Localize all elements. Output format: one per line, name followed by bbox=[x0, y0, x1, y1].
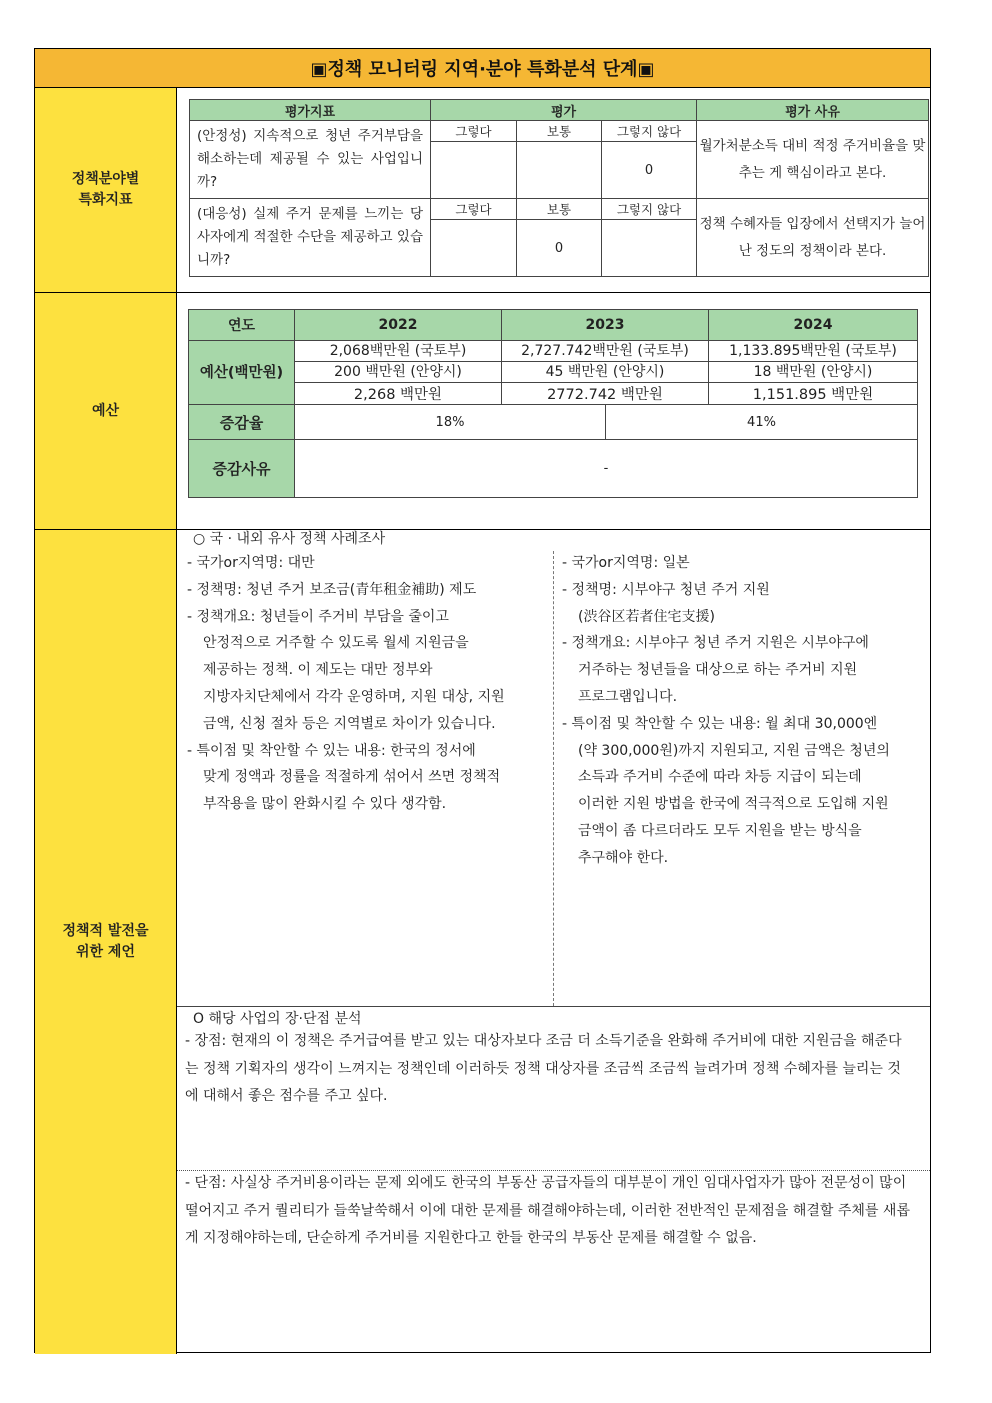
case-policy-subtitle: (渋谷区若者住宅支援) bbox=[578, 608, 715, 625]
strength-paragraph: - 장점: 현재의 이 정책은 주거급여를 받고 있는 대상자보다 조금 더 소득기준을 완화해 주거비에 대한 지원금을 해준다는 정책 기획자의 생각이 느껴지는 정책인데 이러하듯 정책 대상자를 조금씩 조금씩 늘려가며 정책 수혜자를 늘리는 것에 대해서 좋은 점수를 주고 싶다. bbox=[185, 1033, 902, 1104]
case-feature-line: 맞게 정액과 정률을 적절하게 섞어서 쓰면 정책적 bbox=[203, 769, 501, 786]
mark-cell-no bbox=[602, 220, 697, 277]
budget-section bbox=[35, 293, 930, 530]
case-overview-line: 지방자치단체에서 각각 운영하며, 지원 대상, 지원 bbox=[203, 688, 505, 705]
total-amount-2022: 2,268 백만원 bbox=[295, 383, 502, 405]
case-feature-line: (약 300,000원)까지 지원되고, 지원 금액은 청년의 bbox=[578, 742, 890, 759]
ministry-amount-2023: 2,727.742백만원 (국토부) bbox=[502, 341, 709, 362]
case-overview-line: 프로그램입니다. bbox=[578, 688, 678, 705]
indicator-question-2: (대응성) 실제 주거 문제를 느끼는 당사자에게 적절한 수단을 제공하고 있습니까? bbox=[190, 199, 431, 277]
case-feature-line: 부작용을 많이 완화시킬 수 있다 생각함. bbox=[203, 796, 447, 813]
suggestion-section-label: 정책적 발전을 위한 제언 bbox=[35, 530, 177, 1354]
header-evaluation: 평가 bbox=[431, 100, 697, 121]
budget-row-label: 예산(백만원) bbox=[189, 341, 295, 405]
evaluation-table bbox=[189, 99, 929, 277]
case-overview-line: 안정적으로 거주할 수 있도록 월세 지원금을 bbox=[203, 635, 469, 652]
weakness-paragraph: - 단점: 사실상 주거비용이라는 문제 외에도 한국의 부동산 공급자들의 대부분이 개인 임대사업자가 많아 전문성이 많이 떨어지고 주거 퀄리티가 들쑥날쑥해서 이에 대한 문제를 해결해야하는데, 이러한 전반적인 문제점을 해결할 주체를 새롭게 지정해야하는데, 단순하게 주거비를 지원한다고 한들 한국의 부동산 문제를 해결할 수 없음. bbox=[185, 1175, 910, 1246]
ministry-amount-2024: 1,133.895백만원 (국토부) bbox=[709, 341, 918, 362]
change-rate-label: 증감율 bbox=[189, 405, 295, 440]
city-amount-2023: 45 백만원 (안양시) bbox=[502, 362, 709, 383]
evaluation-reason-2: 정책 수혜자들 입장에서 선택지가 늘어난 정도의 정책이라 본다. bbox=[697, 199, 929, 277]
analysis-title: O 해당 사업의 장·단점 분석 bbox=[193, 1011, 362, 1027]
case-japan bbox=[562, 550, 924, 872]
case-feature-line: 추구해야 한다. bbox=[578, 849, 669, 866]
case-overview-label: - 정책개요: 청년들이 주거비 부담을 줄이고 bbox=[187, 608, 449, 625]
year-2023: 2023 bbox=[502, 310, 709, 341]
ministry-amount-2022: 2,068백만원 (국토부) bbox=[295, 341, 502, 362]
change-rate-2024: 41% bbox=[606, 405, 918, 440]
change-rate-2023: 18% bbox=[295, 405, 606, 440]
case-overview-line: 금액, 신청 절차 등은 지역별로 차이가 있습니다. bbox=[203, 715, 496, 732]
total-amount-2024: 1,151.895 백만원 bbox=[709, 383, 918, 405]
case-feature-label: - 특이점 및 착안할 수 있는 내용: 월 최대 30,000엔 bbox=[562, 715, 878, 732]
case-overview-line: 거주하는 청년들을 대상으로 하는 주거비 지원 bbox=[578, 662, 858, 679]
header-reason: 평가 사유 bbox=[697, 100, 929, 121]
option-neutral: 보통 bbox=[517, 121, 602, 142]
case-policy-name: - 정책명: 청년 주거 보조금(青年租金補助) 제도 bbox=[187, 581, 477, 598]
option-yes: 그렇다 bbox=[431, 199, 517, 220]
sheet-title: ▣정책 모니터링 지역·분야 특화분석 단계▣ bbox=[35, 49, 930, 88]
case-study-title: ○ 국 · 내외 유사 정책 사례조사 bbox=[193, 531, 386, 547]
total-amount-2023: 2772.742 백만원 bbox=[502, 383, 709, 405]
year-header: 연도 bbox=[189, 310, 295, 341]
mark-cell-yes bbox=[431, 142, 517, 199]
change-reason-label: 증감사유 bbox=[189, 440, 295, 498]
suggestion-section bbox=[35, 530, 930, 1354]
case-policy-name: - 정책명: 시부야구 청년 주거 지원 bbox=[562, 581, 770, 598]
section-divider bbox=[177, 1006, 930, 1007]
city-amount-2024: 18 백만원 (안양시) bbox=[709, 362, 918, 383]
case-feature-line: 소득과 주거비 수준에 따라 차등 지급이 되는데 bbox=[578, 769, 862, 786]
case-overview-label: - 정책개요: 시부야구 청년 주거 지원은 시부야구에 bbox=[562, 635, 869, 652]
indicator-section-label: 정책분야별 특화지표 bbox=[35, 88, 177, 292]
case-feature-label: - 특이점 및 착안할 수 있는 내용: 한국의 정서에 bbox=[187, 742, 476, 759]
indicator-question-1: (안정성) 지속적으로 청년 주거부담을 해소하는데 제공될 수 있는 사업입니까? bbox=[190, 121, 431, 199]
case-taiwan bbox=[187, 550, 543, 818]
case-feature-line: 금액이 좀 다르더라도 모두 지원을 받는 방식을 bbox=[578, 822, 862, 839]
year-2022: 2022 bbox=[295, 310, 502, 341]
case-country: - 국가or지역명: 대만 bbox=[187, 555, 315, 571]
case-country: - 국가or지역명: 일본 bbox=[562, 555, 690, 571]
option-yes: 그렇다 bbox=[431, 121, 517, 142]
change-reason-value: - bbox=[295, 440, 918, 498]
mark-cell-yes bbox=[431, 220, 517, 277]
case-overview-line: 제공하는 정책. 이 제도는 대만 정부와 bbox=[203, 662, 433, 679]
budget-section-label: 예산 bbox=[35, 293, 177, 529]
budget-table bbox=[188, 309, 918, 498]
policy-analysis-sheet bbox=[34, 48, 931, 1353]
evaluation-reason-1: 월가처분소득 대비 적정 주거비율을 맞추는 게 핵심이라고 본다. bbox=[697, 121, 929, 199]
column-divider bbox=[553, 551, 554, 1006]
evaluation-mark-1: 0 bbox=[602, 142, 697, 199]
mark-cell-neutral bbox=[517, 142, 602, 199]
case-feature-line: 이러한 지원 방법을 한국에 적극적으로 도입해 지원 bbox=[578, 796, 889, 813]
indicator-section bbox=[35, 88, 930, 293]
header-indicator: 평가지표 bbox=[190, 100, 431, 121]
city-amount-2022: 200 백만원 (안양시) bbox=[295, 362, 502, 383]
option-no: 그렇지 않다 bbox=[602, 199, 697, 220]
evaluation-mark-2: 0 bbox=[517, 220, 602, 277]
year-2024: 2024 bbox=[709, 310, 918, 341]
option-neutral: 보통 bbox=[517, 199, 602, 220]
option-no: 그렇지 않다 bbox=[602, 121, 697, 142]
